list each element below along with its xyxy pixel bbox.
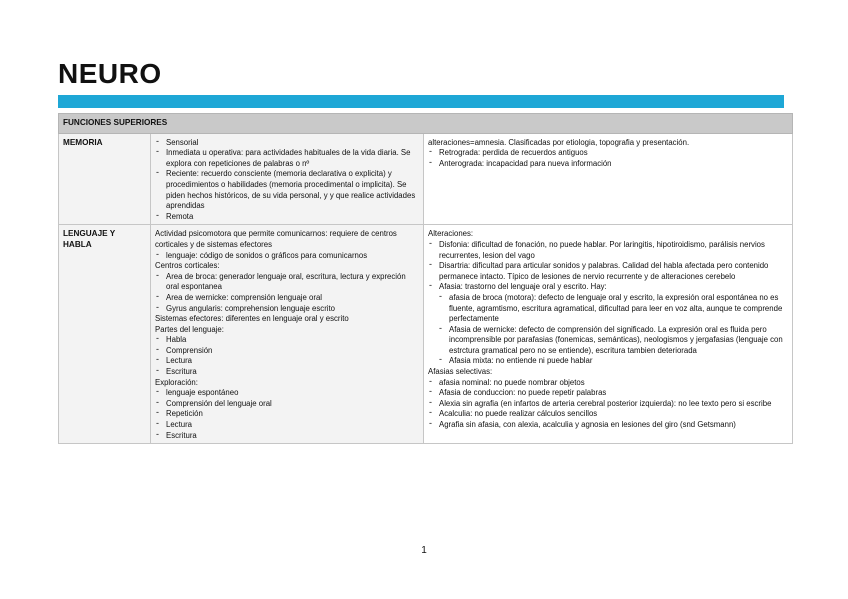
list-item: - Sensorial (155, 138, 419, 149)
notes-table (58, 113, 793, 444)
title-accent-bar (58, 95, 784, 108)
list-item: - lenguaje espontáneo (155, 388, 419, 399)
row-label-memoria: MEMORIA (59, 133, 151, 225)
centros-list (155, 272, 419, 314)
afasias-selectivas-title: Afasias selectivas: (428, 367, 493, 377)
memoria-alterations-cell (424, 133, 793, 225)
list-item: - Inmediata u operativa: para actividades habituales de la vida diaria. Se explora con repeticiones de palabras o nº (155, 148, 419, 169)
list-item: - lenguaje: código de sonidos o gráficos para comunicarnos (155, 251, 419, 262)
table-row-lenguaje (59, 225, 793, 444)
list-item: - Area de broca: generador lenguaje oral, escritura, lectura y expreción oral espontanea (155, 272, 419, 293)
exploracion-list (155, 388, 419, 441)
memoria-alterations-intro: alteraciones=amnesia. Clasificadas por etiologia, topografia y presentación. (428, 137, 690, 147)
list-item: - Escritura (155, 431, 419, 442)
list-item: - Afasia de wernicke: defecto de comprensión del significado. La expresión oral es fluida pero incomprensible por parafasias (fonemicas, semánticas), neologismos y jergafasias (lenguaje con estrctura gramatical pero no se entiende), escritura tambien deteriorada (438, 325, 788, 357)
list-item: - Afasia de conduccion: no puede repetir palabras (428, 388, 788, 399)
partes-list (155, 335, 419, 377)
row-label-line: LENGUAJE Y (63, 229, 116, 239)
list-item: - Alexia sin agrafia (en infartos de arteria cerebral posterior izquierda): no lee texto pero si escribe (428, 399, 788, 410)
list-item: - Comprensión del lenguaje oral (155, 399, 419, 410)
list-item: - Disartria: dificultad para articular sonidos y palabras. Calidad del habla afectada pero contenido permanece intacto. Típico de lesiones de nervio recurrente y de alteraciones cerebelo (428, 261, 788, 282)
row-label-lenguaje (59, 225, 151, 444)
list-item: - afasia de broca (motora): defecto de lenguaje oral y escrito, la expresión oral espontánea no es fluente, agramtismo, escritura agramatical, dificultad para leer en voz alta, aunque te comprende perfectamente (438, 293, 788, 325)
list-item: - Repetición (155, 409, 419, 420)
sistemas-efectores: Sistemas efectores: diferentes en lenguaje oral y escrito (155, 314, 349, 324)
exploracion-title: Exploración: (155, 377, 198, 387)
row-label-line: HABLA (63, 239, 92, 249)
alteraciones-title: Alteraciones: (428, 229, 474, 239)
list-item: - Area de wernicke: comprensión lenguaje oral (155, 293, 419, 304)
afasia-types-list (428, 293, 788, 367)
lenguaje-description-cell (151, 225, 424, 444)
list-item: - Anterograda: incapacidad para nueva información (428, 159, 788, 170)
table-row-memoria (59, 133, 793, 225)
list-item: - Disfonia: dificultad de fonación, no puede hablar. Por laringitis, hipotiroidismo, parálisis nervios recurrentes, lesion del vago (428, 240, 788, 261)
partes-title: Partes del lenguaje: (155, 324, 224, 334)
list-item: - Remota (155, 212, 419, 223)
list-item: - Escritura (155, 367, 419, 378)
section-title: FUNCIONES SUPERIORES (59, 114, 793, 134)
list-item: - Acalculia: no puede realizar cálculos sencillos (428, 409, 788, 420)
section-header-row (59, 114, 793, 134)
list-item: - Gyrus angularis: comprehension lenguaje escrito (155, 304, 419, 315)
list-item: - Habla (155, 335, 419, 346)
memoria-types-list (155, 138, 419, 223)
list-item: - Comprensión (155, 346, 419, 357)
page-number: 1 (421, 545, 427, 556)
list-item: - Lectura (155, 356, 419, 367)
alteraciones-list (428, 240, 788, 293)
lenguaje-alterations-cell (424, 225, 793, 444)
lenguaje-definition-list (155, 251, 419, 262)
afasias-selectivas-list (428, 378, 788, 431)
list-item: - Agrafia sin afasia, con alexia, acalculia y agnosia en lesiones del giro (snd Getsmann) (428, 420, 788, 431)
memoria-types-cell (151, 133, 424, 225)
list-item: - Reciente: recuerdo consciente (memoria declarativa o explicita) y procedimientos o habilidades (memoria procedimental o implicita). Se piden hechos históricos, de su vida personal, y y que realice actividades aprendidas (155, 169, 419, 211)
list-item: - Afasia: trastorno del lenguaje oral y escrito. Hay: (428, 282, 788, 293)
memoria-alterations-list (428, 148, 788, 169)
list-item: - Retrograda: perdida de recuerdos antiguos (428, 148, 788, 159)
centros-title: Centros corticales: (155, 261, 220, 271)
list-item: - Afasia mixta: no entiende ni puede hablar (438, 356, 788, 367)
lenguaje-intro: Actividad psicomotora que permite comunicarnos: requiere de centros corticales y de sistemas efectores (155, 229, 397, 249)
page-title: NEURO (58, 58, 162, 89)
list-item: - Lectura (155, 420, 419, 431)
list-item: - afasia nominal: no puede nombrar objetos (428, 378, 788, 389)
